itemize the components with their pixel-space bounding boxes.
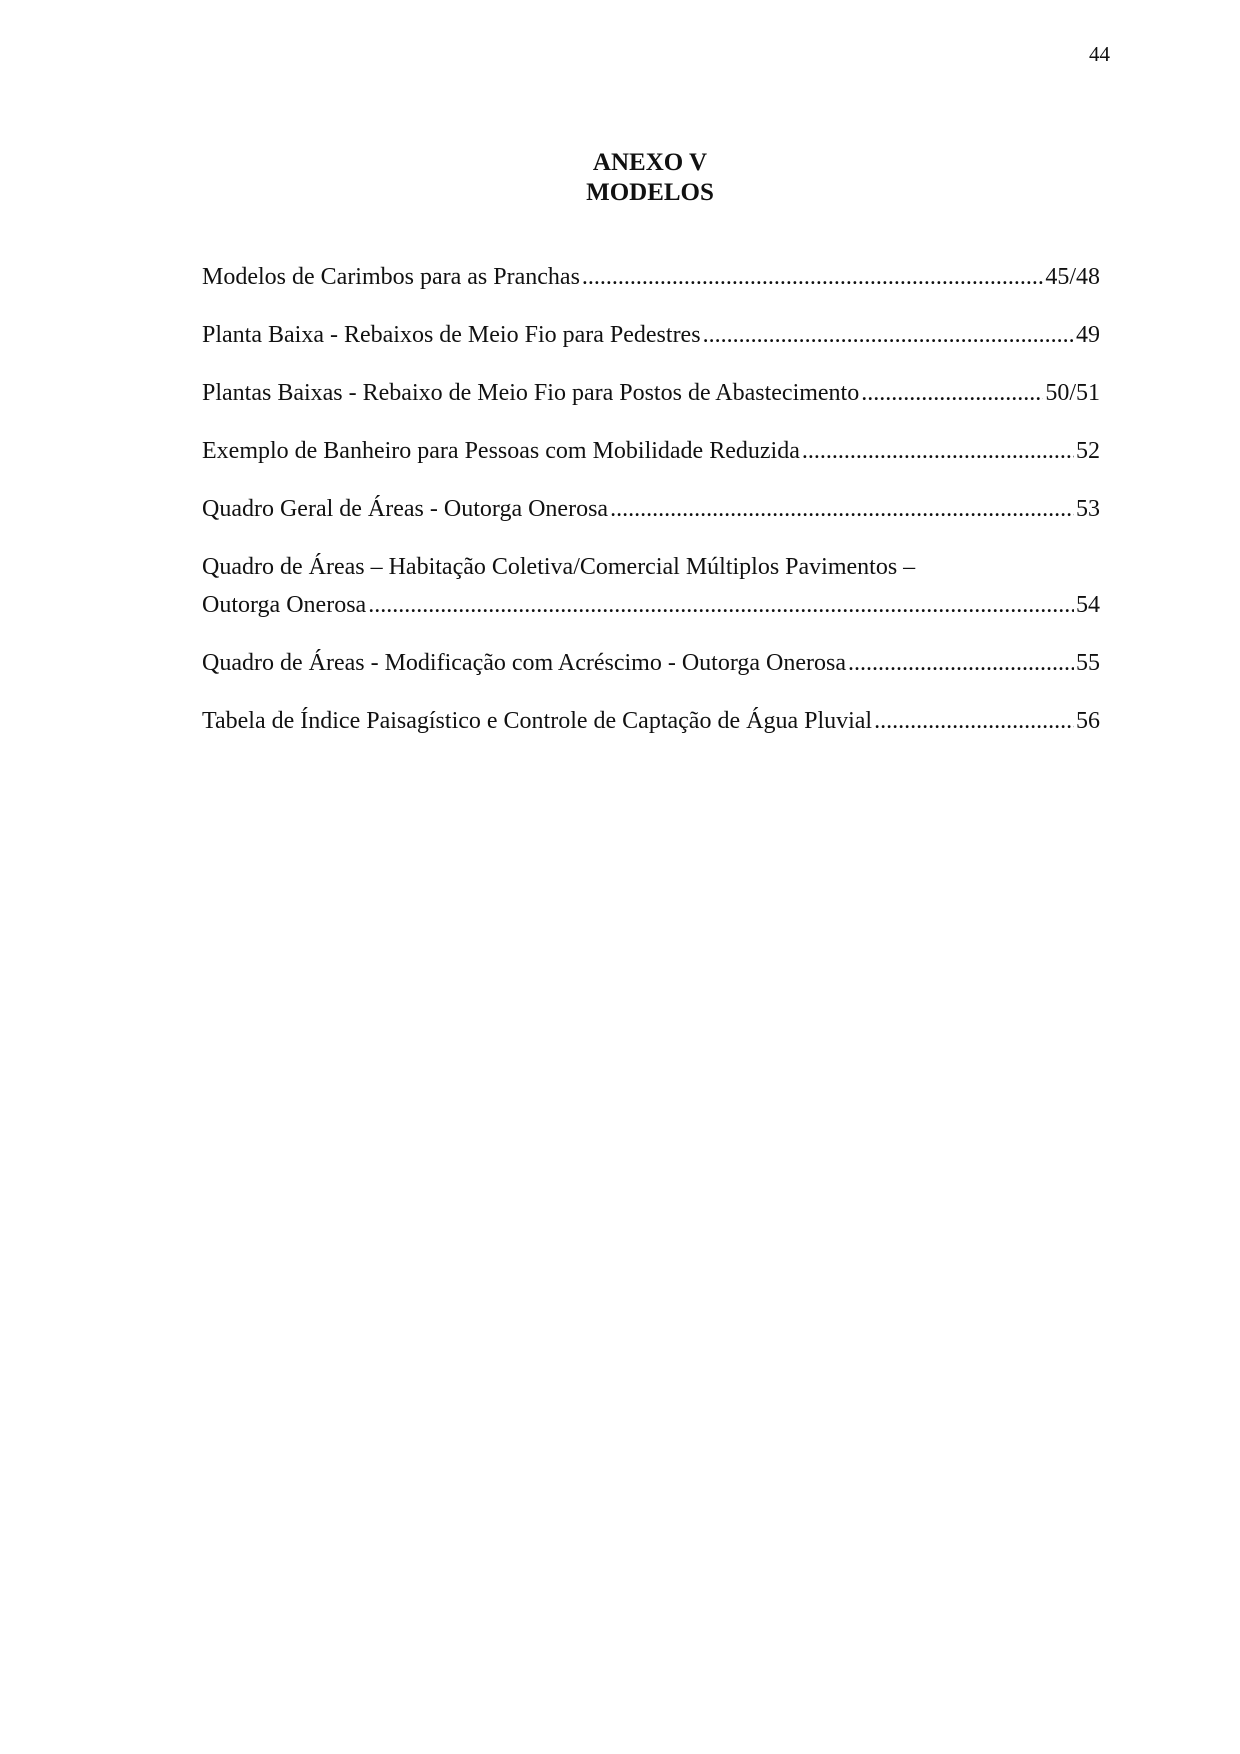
- toc-entry-page: 52: [1076, 438, 1100, 464]
- toc-entry-title: Exemplo de Banheiro para Pessoas com Mobilidade Reduzida: [202, 438, 800, 464]
- toc-entry-page: 45/48: [1045, 264, 1100, 290]
- toc-entry-page: 55: [1076, 650, 1100, 676]
- toc-entry-title-line1: Quadro de Áreas – Habitação Coletiva/Comercial Múltiplos Pavimentos –: [202, 554, 916, 580]
- toc-entry: [202, 644, 1100, 682]
- toc-entry-page: 50/51: [1045, 380, 1100, 406]
- toc-entry-page: 54: [1076, 592, 1100, 618]
- toc-leader-dots: [582, 258, 1043, 296]
- table-of-contents: [202, 258, 1100, 760]
- annex-heading: [0, 148, 1240, 208]
- toc-entry: [202, 258, 1100, 296]
- toc-leader-dots: [610, 490, 1074, 528]
- toc-entry: [202, 374, 1100, 412]
- toc-entry-title: Quadro de Áreas - Modificação com Acréscimo - Outorga Onerosa: [202, 650, 846, 676]
- toc-leader-dots: [874, 702, 1074, 740]
- toc-entry-page: 53: [1076, 496, 1100, 522]
- toc-entry-title: Outorga Onerosa: [202, 592, 367, 618]
- toc-entry-title: Tabela de Índice Paisagístico e Controle de Captação de Água Pluvial: [202, 708, 873, 734]
- toc-leader-dots: [703, 316, 1074, 354]
- toc-entry: [202, 548, 1100, 624]
- toc-leader-dots: [802, 432, 1074, 470]
- toc-entry-page: 56: [1076, 708, 1100, 734]
- toc-entry-title: Modelos de Carimbos para as Pranchas: [202, 264, 580, 290]
- toc-entry-title: Quadro Geral de Áreas - Outorga Onerosa: [202, 496, 609, 522]
- toc-entry: [202, 702, 1100, 740]
- toc-entry-page: 49: [1076, 322, 1100, 348]
- annex-subtitle: MODELOS: [586, 179, 714, 206]
- page-number: 44: [1089, 42, 1110, 66]
- toc-entry-title: Plantas Baixas - Rebaixo de Meio Fio para Postos de Abastecimento: [202, 380, 860, 406]
- toc-leader-dots: [368, 586, 1074, 624]
- toc-leader-dots: [861, 374, 1043, 412]
- toc-entry: [202, 490, 1100, 528]
- annex-title: ANEXO V: [592, 149, 708, 176]
- toc-entry: [202, 432, 1100, 470]
- toc-entry-title: Planta Baixa - Rebaixos de Meio Fio para Pedestres: [202, 322, 701, 348]
- toc-entry: [202, 316, 1100, 354]
- toc-leader-dots: [848, 644, 1074, 682]
